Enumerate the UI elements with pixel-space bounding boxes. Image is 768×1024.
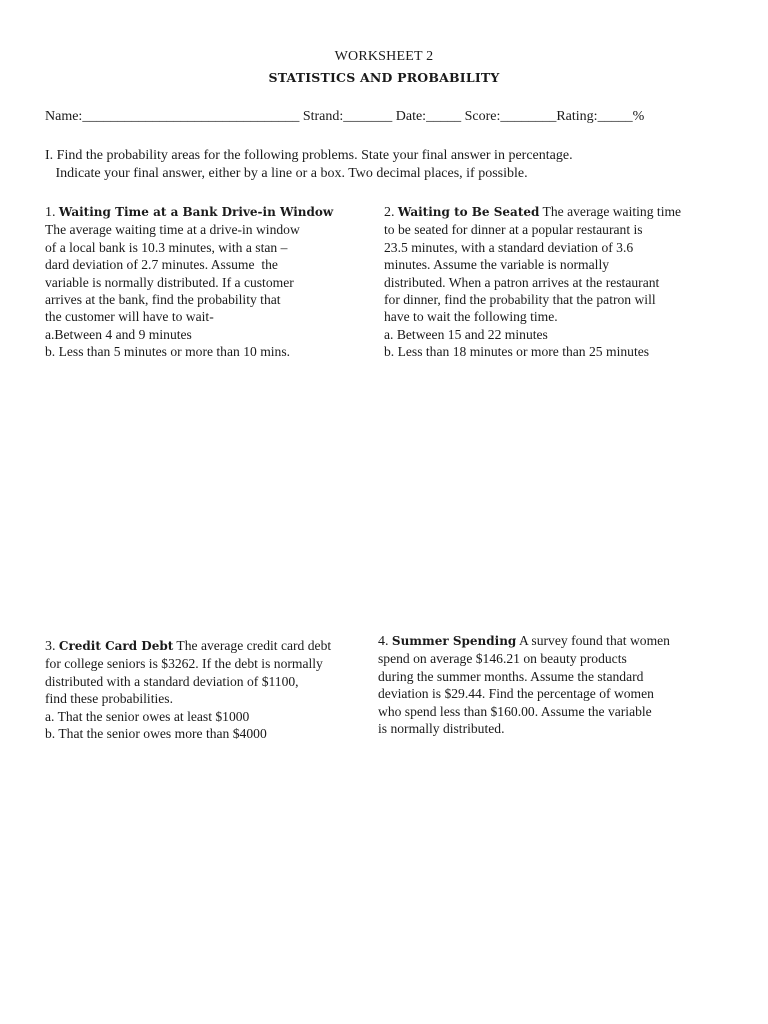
student-info-line: Name:_______________________________ Strand:_______ Date:_____ Score:________Rating:_____% bbox=[45, 109, 645, 124]
instructions: I. Find the probability areas for the following problems. State your final answer in percentage. Indicate your final answer, either by a line or a box. Two decimal places, if possible. bbox=[45, 148, 573, 181]
worksheet-title: WORKSHEET 2 bbox=[334, 49, 434, 64]
problem-3 bbox=[45, 637, 331, 742]
problem-lead: The average credit card debt bbox=[173, 638, 332, 653]
problem-number: 4. bbox=[378, 634, 389, 649]
problem-body: The average waiting time at a drive-in window of a local bank is 10.3 minutes, with a stan – dard deviation of 2.7 minutes. Assume the variable is normally distributed. If a customer arrives at the bank, find the probability that the customer will have to wait- a.Between 4 and 9 minutes b. Less than 5 minutes or more than 10 mins. bbox=[45, 222, 300, 360]
problem-title: Summer Spending bbox=[391, 634, 517, 648]
problem-body: for college seniors is $3262. If the debt is normally distributed with a standard deviation of $1100, find these probabilities. a. That the senior owes at least $1000 b. That the senior owes more than $4000 bbox=[45, 656, 323, 742]
problem-title: Waiting to Be Seated bbox=[397, 205, 540, 219]
worksheet-subtitle: STATISTICS AND PROBABILITY bbox=[268, 70, 500, 85]
problem-number: 2. bbox=[384, 205, 395, 220]
problem-body: spend on average $146.21 on beauty products during the summer months. Assume the standard deviation is $29.44. Find the percentage of women who spend less than $160.00. Assume the variable is normally distributed. bbox=[378, 651, 654, 737]
problem-4 bbox=[378, 632, 670, 737]
problem-body: to be seated for dinner at a popular restaurant is 23.5 minutes, with a standard deviation of 3.6 minutes. Assume the variable is normally distributed. When a patron arrives at the restaurant for dinner, find the probability that the patron will have to wait the following time. a. Between 15 and 22 minutes b. Less than 18 minutes or more than 25 minutes bbox=[384, 222, 660, 360]
problem-1 bbox=[45, 203, 333, 361]
problem-number: 1. bbox=[45, 205, 56, 220]
problem-title: Waiting Time at a Bank Drive-in Window bbox=[58, 205, 334, 219]
problem-lead: A survey found that women bbox=[516, 633, 670, 648]
problem-title: Credit Card Debt bbox=[58, 639, 174, 653]
problem-lead: The average waiting time bbox=[539, 204, 682, 219]
problem-2 bbox=[384, 203, 681, 361]
problem-number: 3. bbox=[45, 639, 56, 654]
